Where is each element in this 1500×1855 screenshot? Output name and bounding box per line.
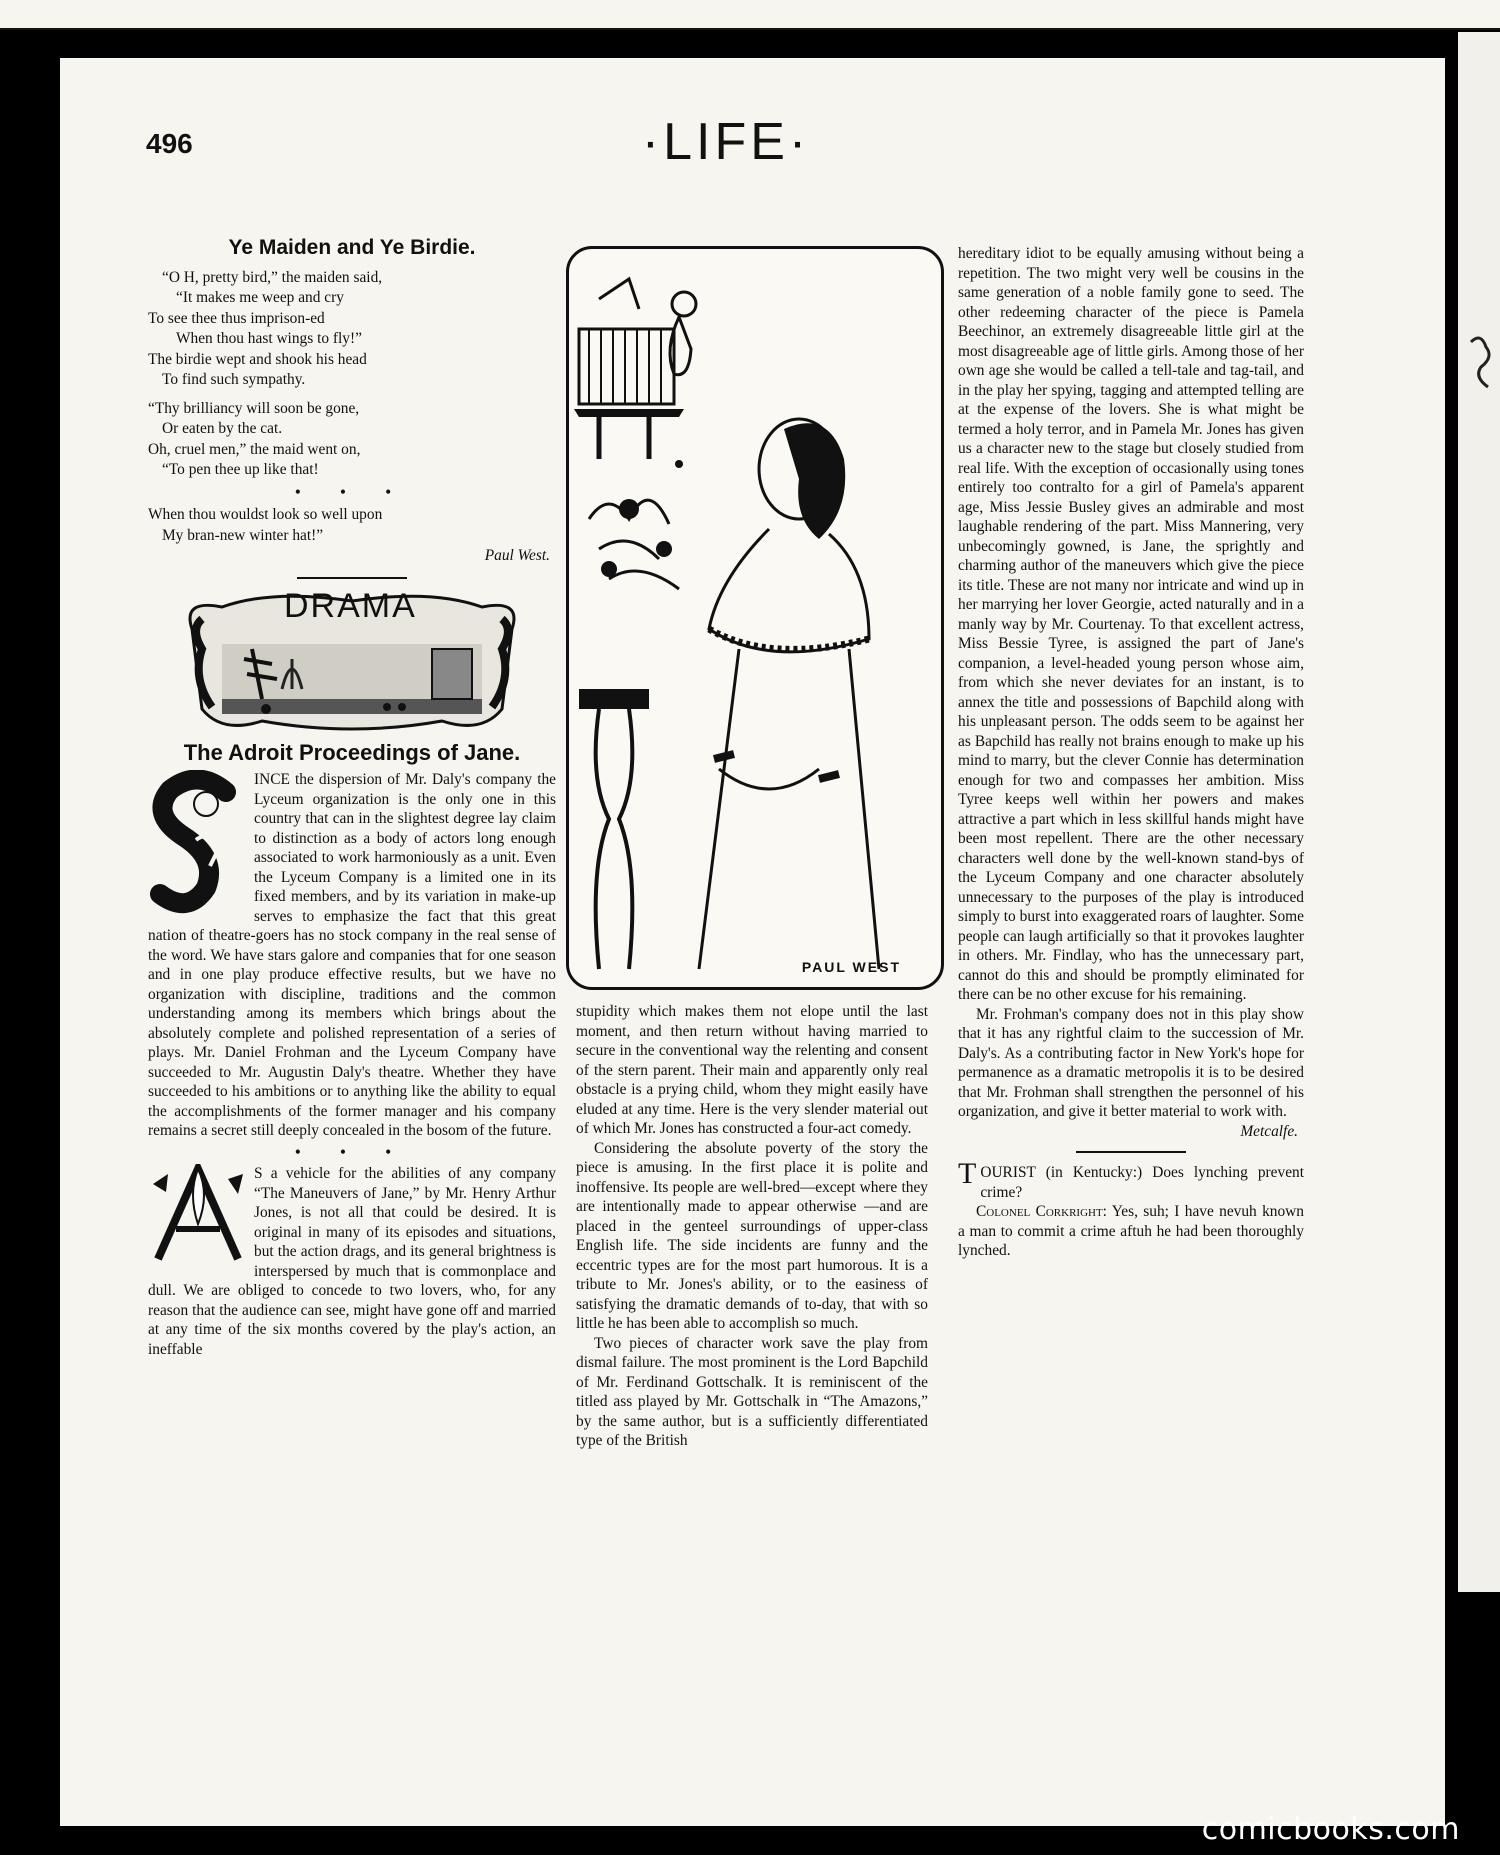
column-middle (576, 1002, 928, 1451)
adjacent-page-edge (1458, 32, 1500, 1592)
poem-title: Ye Maiden and Ye Birdie. (228, 236, 476, 259)
poem-body (148, 268, 556, 567)
column-right (958, 244, 1304, 1261)
joke-block (958, 1157, 1304, 1261)
paragraph-text: a vehicle for the abilities of any company “The Maneuvers of Jane,” by Mr. Henry Arthur Jones, is not all that could be desired. It is original in many of its episodes and situations, but the action drags, and its general brightness is interspersed by much that is commonplace and dull. We are obliged to concede to two lovers, who, for any reason that the audience can see, might have gone off and married at any time of the six months covered by the play's action, an ineffable (148, 1165, 556, 1358)
joke-speaker: Colonel Corkright: (976, 1203, 1107, 1220)
joke-text: OURIST (in Kentucky:) Does lynching prevent crime? (980, 1164, 1304, 1201)
poem-line: My bran-new winter hat!” (162, 526, 324, 544)
divider-rule (1076, 1151, 1186, 1153)
poem-line: To find such sympathy. (162, 371, 306, 388)
poem-line: “It makes me weep and cry (176, 289, 344, 306)
article-paragraph: hereditary idiot to be equally amusing without being a repetition. The two might very well be cousins in the same generation of a noble family gone to seed. The other redeeming character of the piece is Pamela Beechinor, an extremely disagreeable little girl at the most disagreeable age of little girls. Among those of her own age she would be called a tell-tale and tag-tail, and in the play her spying, tagging and attempted telling are at the expense of the lovers. She is what might be termed a holy terror, and in Pamela Mr. Jones has given us a character new to the stage but closely studied from real life. With the exception of occasionally using tones entirely too contralto for a girl of Pamela's apparent age, Miss Jessie Busley gives an admirable and most laughable rendering of the part. Miss Mannering, very unbecomingly gowned, is Jane, the sprightly and charming author of the maneuvers which give the piece its title. These are not many nor intricate and wind up in her marrying her lover Georgie, acted naturally and in a manly way by Mr. Courtenay. To that excellent actress, Miss Bessie Tyree, is assigned the part of Jane's companion, a level-headed young person whose aim, from which she never deviates for an instant, is to annex the title and possessions of Bapchild along with his unpleasant person. The odds seem to be against her as Bapchild has really not brains enough to make up his mind to marry, but the clever Connie has determination enough for two and compasses her ambition. Miss Tyree keeps well within her powers and makes attractive a part which in less skillful hands might have been most repellent. There are the other necessary characters well done by the well-known stand-bys of the Lyceum Company and one character absolutely unnecessary to the purposes of the play is introduced simply to burst into exaggerated roars of laughter. Some people can laugh artificially so that it provokes laughter in others. Mr. Findlay, who has the unnecessary part, cannot do this and should be promptly eliminated for there can be no other excuse for his remaining. (958, 245, 1304, 1003)
ink-smudge-icon (1466, 332, 1496, 392)
poem-line: “To pen thee up like that! (162, 461, 319, 478)
masthead-title: ·LIFE· (641, 113, 811, 171)
poem-line: When thou wouldst look so well upon (148, 506, 383, 523)
column-left (148, 238, 556, 1359)
dropcap-s (148, 770, 248, 922)
poem-line: Or eaten by the cat. (162, 420, 283, 437)
article-paragraph: stupidity which makes them not elope until the last moment, and then return without having married to secure in the conventional way the relenting and consent of the stern parent. Their main and apparently only real obstacle is a prying child, whom they might easily have eluded at any time. Here is the very slender material out of which Mr. Jones has constructed a four-act comedy. (576, 1003, 928, 1137)
poem-line: “O H, pretty bird,” the maiden said, (162, 268, 383, 286)
joke-dropcap: T (958, 1157, 977, 1190)
illustration-maiden-and-bird (566, 246, 944, 990)
watermark-text: comicbooks.com (1201, 1812, 1460, 1847)
poem-line: The birdie wept and shook his head (148, 350, 367, 368)
section-dots: • • • (295, 483, 409, 501)
section-dots: • • • (295, 1143, 409, 1161)
dropcap-continuation: S (254, 1165, 263, 1182)
divider-rule (297, 577, 407, 579)
poem-line: To see thee thus imprison-ed (148, 309, 325, 327)
article-paragraph: Considering the absolute poverty of the story the piece is amusing. In the first place it is polite and inoffensive. Its people are well-bred—except where they are intentionally made to appear otherwise —and are placed in the genteel surroundings of upper-class English life. The side incidents are funny and the eccentric types are for the most part humorous. It is a tribute to Mr. Jones's ability, or to the easiness of satisfying the dramatic demands of to-day, that with so little he has been able to accomplish so much. (576, 1139, 928, 1332)
poem-line: “Thy brilliancy will soon be gone, (148, 399, 360, 417)
poem-line: When thou hast wings to fly!” (176, 330, 362, 347)
dropcap-a (148, 1164, 248, 1264)
article-paragraph: Two pieces of character work save the play from dismal failure. The most prominent is the Lord Bapchild of Mr. Ferdinand Gottschalk. It is reminiscent of the titled ass played by Mr. Gottschalk in “The Amazons,” by the same author, but is a sufficiently differentiated type of the British (576, 1334, 928, 1449)
drama-banner (182, 586, 522, 737)
illustration-signature: PAUL WEST (801, 959, 901, 975)
dropcap-continuation: INCE (254, 771, 290, 788)
maiden-bird-drawing-icon (569, 249, 941, 987)
poem-line: Oh, cruel men,” the maid went on, (148, 440, 361, 458)
joke-line (958, 1157, 1304, 1202)
drama-banner-text: DRAMA (284, 586, 417, 625)
top-page-edge (0, 0, 1500, 30)
article-paragraph: Mr. Frohman's company does not in this play show that it has any rightful claim to the succession of Mr. Daly's. As a contributing factor in New York's hope for permanence as a dramatic metropolis it is to be desired that Mr. Frohman shall strengthen the personnel of his organization, and give it better material to work with. (958, 1005, 1304, 1120)
page-number: 496 (146, 128, 193, 159)
quill-a-initial-icon (148, 1164, 248, 1264)
article-title: The Adroit Proceedings of Jane. (183, 739, 521, 765)
article-signature: Metcalfe. (1240, 1122, 1298, 1140)
joke-line (958, 1202, 1304, 1261)
poem-signature: Paul West. (484, 547, 550, 564)
ornate-s-initial-icon (148, 770, 248, 920)
paragraph-text: the dispersion of Mr. Daly's company the Lyceum organization is the only one in this country that can in the slightest degree lay claim to distinction as a body of actors long enough associated to work harmoniously as a unit. Even the Lyceum Company is a limited one in its fixed members, and by its variation in make-up serves to emphasize the fact that this great nation of theatre-goers has no stock company in the real sense of the word. We have stars galore and companies that for one season and in one play produce effective results, but we have no organization with discipline, traditions and the common understanding among its members which brings about the absolutely complete and polished representation of a series of plays. Mr. Daniel Frohman and the Lyceum Company have succeeded to Mr. Augustin Daly's theatre. Whether they have succeeded to his ambitions or to anything like the ability to equal the accomplishments of the former manager and his company remains a secret still deeply concealed in the bosom of the future. (148, 771, 556, 1139)
joke-text: Yes, suh; I have nevuh known a man to commit a crime aftuh he had been thoroughly lynched. (958, 1203, 1304, 1259)
